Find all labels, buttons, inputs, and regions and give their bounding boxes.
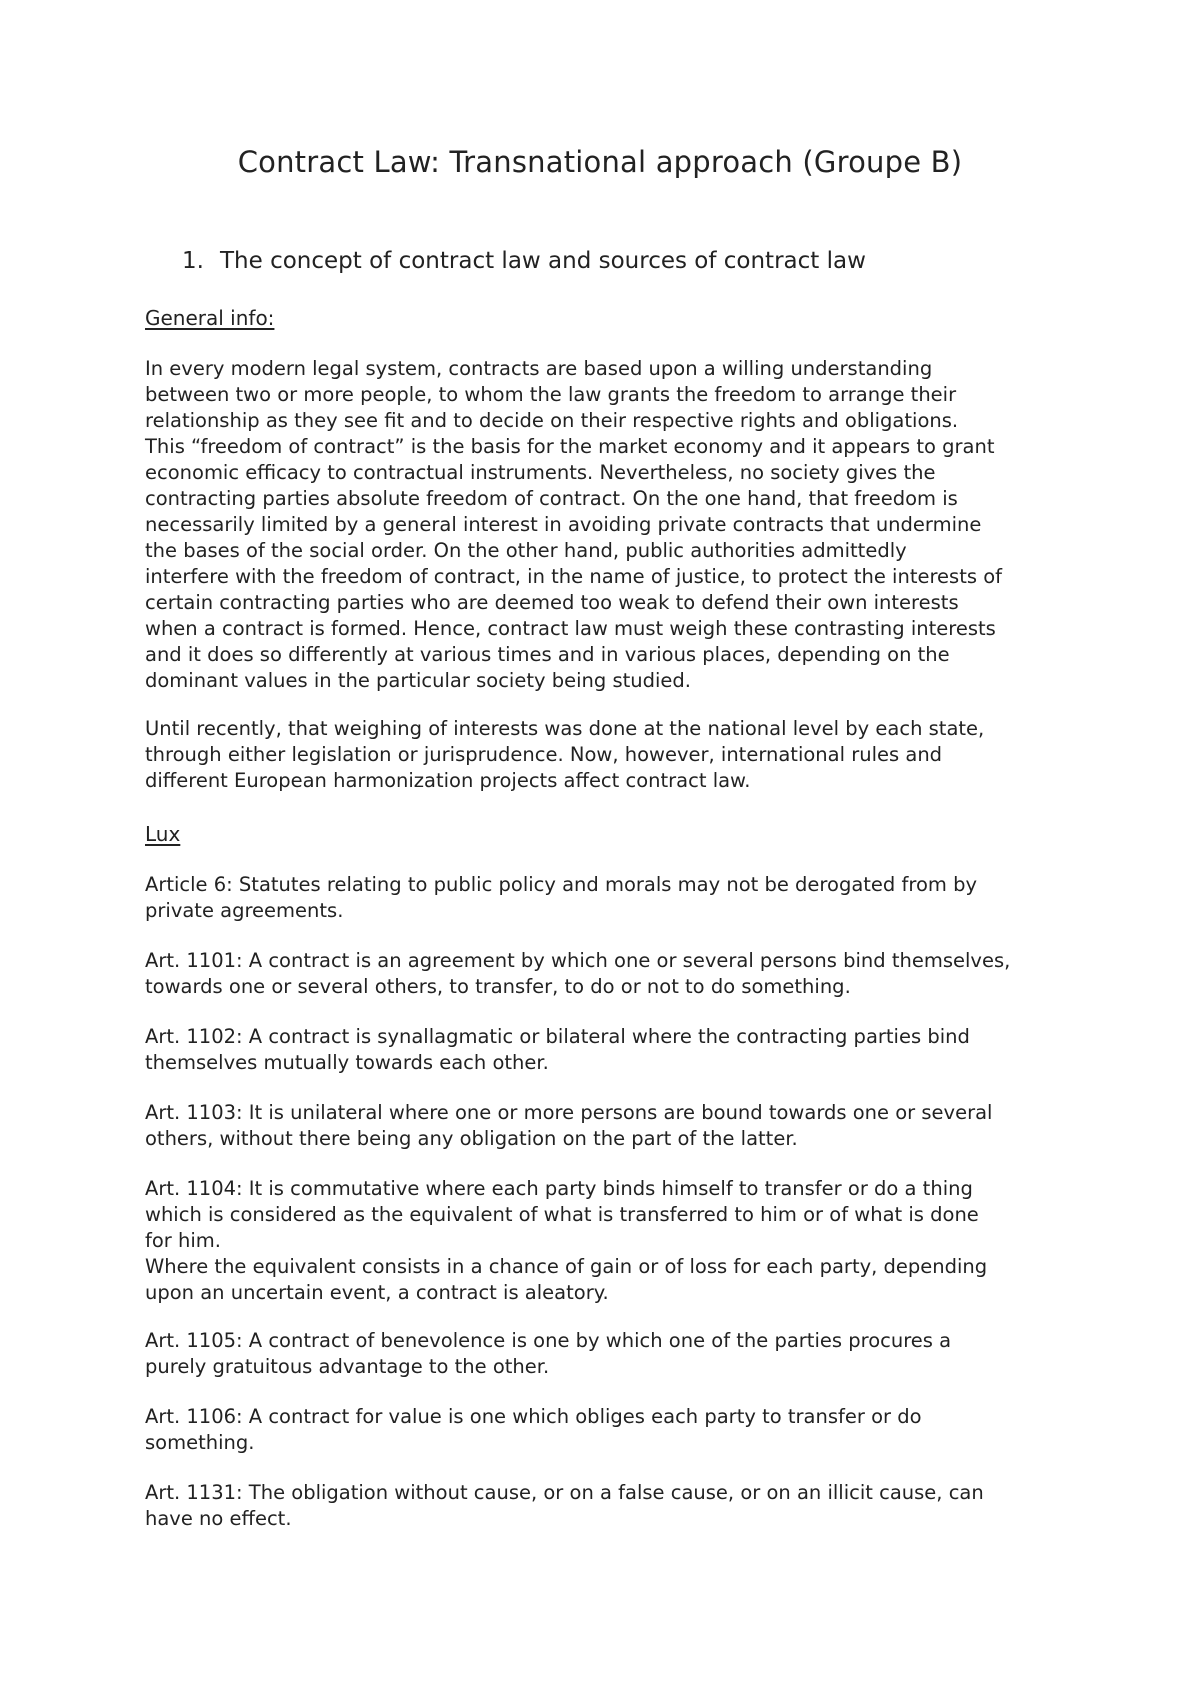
article-1105 xyxy=(145,1328,1075,1380)
paragraph-line: economic efficacy to contractual instruments. Nevertheless, no society gives the xyxy=(145,461,936,484)
article-1106 xyxy=(145,1404,1075,1456)
paragraph-line: different European harmonization projects affect contract law. xyxy=(145,769,751,792)
paragraph-line: private agreements. xyxy=(145,899,344,922)
paragraph-line: themselves mutually towards each other. xyxy=(145,1051,549,1074)
paragraph-line: This “freedom of contract” is the basis for the market economy and it appears to grant xyxy=(145,435,995,458)
paragraph-line: which is considered as the equivalent of what is transferred to him or of what is done xyxy=(145,1203,979,1226)
recently-paragraph xyxy=(145,716,1075,794)
paragraph-line: Art. 1106: A contract for value is one which obliges each party to transfer or do xyxy=(145,1405,922,1428)
paragraph-line: Art. 1105: A contract of benevolence is one by which one of the parties procures a xyxy=(145,1329,952,1352)
paragraph-line: Art. 1103: It is unilateral where one or more persons are bound towards one or several xyxy=(145,1101,993,1124)
paragraph-line: Where the equivalent consists in a chance of gain or of loss for each party, depending xyxy=(145,1255,988,1278)
section-heading-text: The concept of contract law and sources of contract law xyxy=(220,248,866,274)
article-1103 xyxy=(145,1100,1075,1152)
general-info-label: General info: xyxy=(145,306,275,330)
paragraph-line: relationship as they see fit and to decide on their respective rights and obligations. xyxy=(145,409,959,432)
paragraph-line: have no effect. xyxy=(145,1507,292,1530)
paragraph-line: and it does so differently at various times and in various places, depending on the xyxy=(145,643,950,666)
article-1131 xyxy=(145,1480,1075,1532)
paragraph-line: necessarily limited by a general interest in avoiding private contracts that undermine xyxy=(145,513,982,536)
document-title: Contract Law: Transnational approach (Groupe B) xyxy=(237,145,963,179)
paragraph-line: towards one or several others, to transfer, to do or not to do something. xyxy=(145,975,851,998)
lux-label: Lux xyxy=(145,822,181,846)
paragraph-line: others, without there being any obligation on the part of the latter. xyxy=(145,1127,798,1150)
paragraph-line: for him. xyxy=(145,1229,221,1252)
general-info-paragraph xyxy=(145,356,1075,694)
paragraph-line: through either legislation or jurisprudence. Now, however, international rules and xyxy=(145,743,943,766)
article-1102 xyxy=(145,1024,1075,1076)
paragraph-line: certain contracting parties who are deemed too weak to defend their own interests xyxy=(145,591,959,614)
section-heading xyxy=(182,248,866,274)
paragraph-line: when a contract is formed. Hence, contract law must weigh these contrasting interests xyxy=(145,617,996,640)
paragraph-line: In every modern legal system, contracts are based upon a willing understanding xyxy=(145,357,933,380)
paragraph-line: between two or more people, to whom the law grants the freedom to arrange their xyxy=(145,383,957,406)
paragraph-line: purely gratuitous advantage to the other. xyxy=(145,1355,550,1378)
paragraph-line: something. xyxy=(145,1431,255,1454)
paragraph-line: Until recently, that weighing of interests was done at the national level by each state, xyxy=(145,717,985,740)
paragraph-line: the bases of the social order. On the other hand, public authorities admittedly xyxy=(145,539,907,562)
section-number: 1. xyxy=(182,248,204,274)
paragraph-line: Art. 1131: The obligation without cause, or on a false cause, or on an illicit cause, can xyxy=(145,1481,984,1504)
article-1101 xyxy=(145,948,1075,1000)
article-1104 xyxy=(145,1176,1075,1306)
paragraph-line: contracting parties absolute freedom of contract. On the one hand, that freedom is xyxy=(145,487,958,510)
paragraph-line: Art. 1101: A contract is an agreement by which one or several persons bind themselves, xyxy=(145,949,1011,972)
paragraph-line: interfere with the freedom of contract, in the name of justice, to protect the interests of xyxy=(145,565,1003,588)
paragraph-line: Article 6: Statutes relating to public policy and morals may not be derogated from by xyxy=(145,873,977,896)
paragraph-line: Art. 1104: It is commutative where each party binds himself to transfer or do a thing xyxy=(145,1177,973,1200)
paragraph-line: Art. 1102: A contract is synallagmatic or bilateral where the contracting parties bind xyxy=(145,1025,970,1048)
article-6 xyxy=(145,872,1075,924)
paragraph-line: dominant values in the particular society being studied. xyxy=(145,669,691,692)
paragraph-line: upon an uncertain event, a contract is aleatory. xyxy=(145,1281,609,1304)
